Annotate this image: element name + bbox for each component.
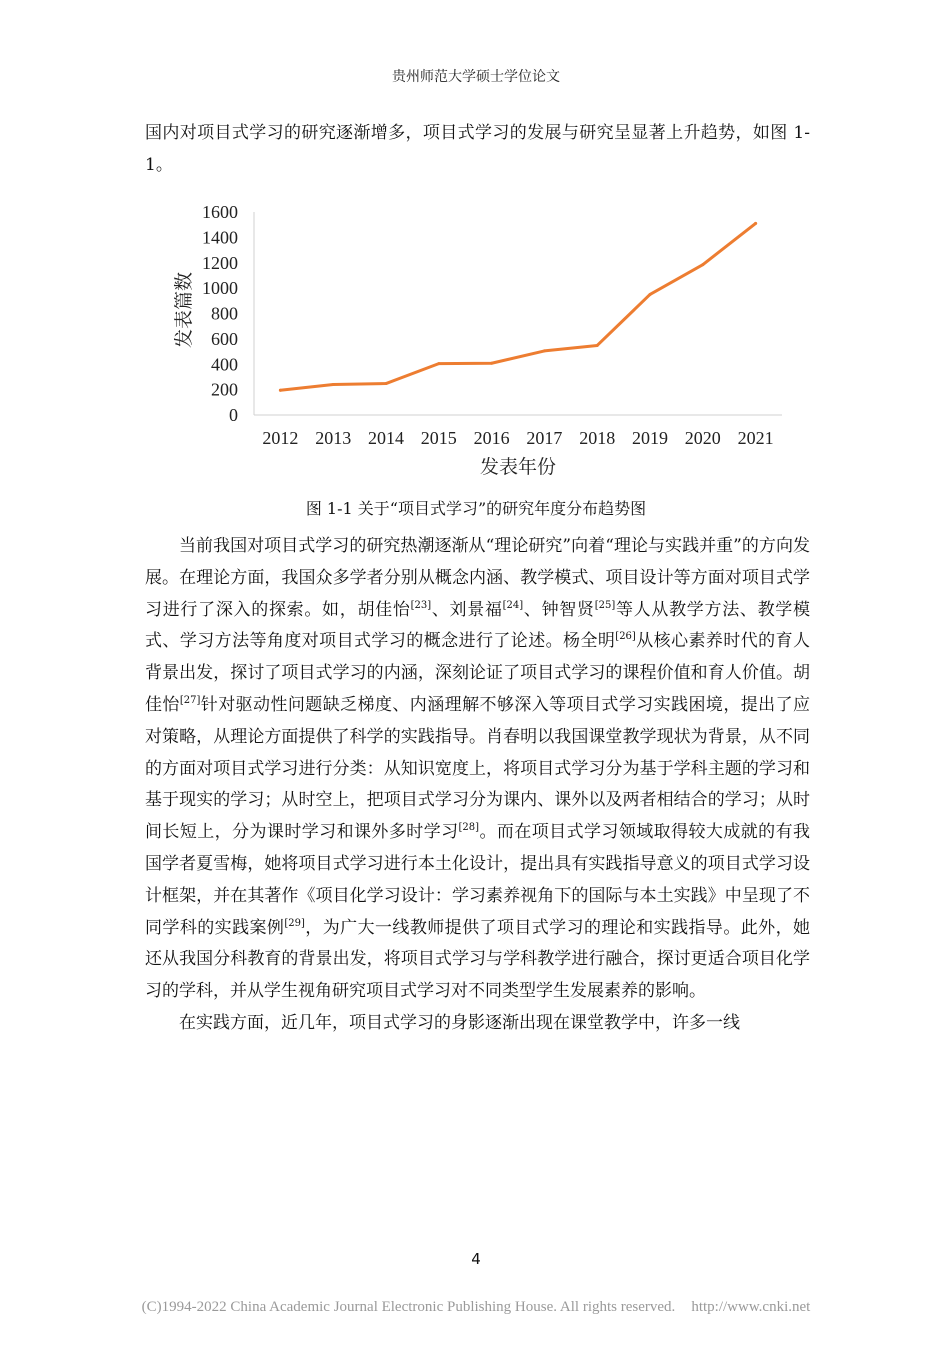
- data-point-2018: [596, 344, 599, 347]
- y-tick-label: 400: [211, 354, 238, 375]
- citation-23[interactable]: [23]: [410, 599, 432, 611]
- x-tick-label: 2020: [684, 428, 721, 448]
- series-line: [280, 223, 755, 390]
- text-run: 从核心素养时代的育人背景出发，探讨了项目式学习的内涵，深刻论证了项目式学习的课程价值和育人价值。胡佳怡: [145, 631, 811, 715]
- y-axis-title: 发表篇数: [174, 271, 195, 349]
- x-tick-label: 2013: [315, 428, 352, 448]
- data-points: [279, 222, 757, 392]
- text-run: 等人从教学方法、教学模式、学习方法等角度对项目式学习的概念进行了论述。杨全明: [145, 599, 811, 652]
- citation-28[interactable]: [28]: [458, 822, 480, 834]
- body-paragraphs: [145, 531, 810, 1040]
- paragraph-practice: 在实践方面，近几年，项目式学习的身影逐渐出现在课堂教学中，许多一线: [179, 1012, 740, 1033]
- x-tick-label: 2021: [737, 428, 774, 448]
- data-point-2017: [543, 349, 546, 352]
- data-point-2012: [279, 389, 282, 392]
- copyright-text: (C)1994-2022 China Academic Journal Electronic Publishing House. All rights reserved.: [141, 1299, 676, 1315]
- intro-text: 国内对项目式学习的研究逐渐增多，项目式学习的发展与研究呈显著上升趋势，如图 1-1。: [145, 123, 810, 175]
- y-tick-labels: [202, 202, 238, 425]
- text-run: 。而在项目式学习领域取得较大成就的有我国学者夏雪梅，她将项目式学习进行本土化设计，提出具有实践指导意义的项目式学习设计框架，并在其著作《项目化学习设计：学习素养视角下的国际与本土实践》中呈现了不同学科的实践案例: [145, 822, 811, 938]
- running-header: 贵州师范大学硕士学位论文: [392, 69, 560, 85]
- text-run: ，为广大一线教师提供了项目式学习的理论和实践指导。此外，她还从我国分科教育的背景出发，将项目式学习与学科教学进行融合，探讨更适合项目化学习的学科，并从学生视角研究项目式学习对不同类型学生发展素养的影响。: [145, 917, 811, 1002]
- y-tick-label: 1400: [202, 227, 238, 248]
- intro-paragraph: [145, 118, 810, 182]
- data-point-2020: [701, 263, 704, 266]
- data-point-2015: [437, 362, 440, 365]
- y-tick-label: 1200: [202, 252, 238, 273]
- citation-29[interactable]: [29]: [284, 917, 305, 929]
- y-tick-label: 0: [229, 405, 238, 425]
- data-point-2021: [754, 222, 757, 225]
- citation-25[interactable]: [25]: [594, 599, 616, 611]
- citation-27[interactable]: [27]: [179, 694, 201, 706]
- x-tick-labels: [262, 428, 773, 448]
- x-tick-label: 2019: [632, 428, 668, 448]
- data-point-2019: [649, 293, 652, 296]
- text-run: 、刘景福: [431, 599, 503, 620]
- y-tick-label: 200: [211, 379, 238, 400]
- data-point-2014: [385, 382, 388, 385]
- citation-26[interactable]: [26]: [615, 631, 636, 643]
- citation-24[interactable]: [24]: [502, 599, 524, 611]
- x-axis-title: 发表年份: [479, 457, 557, 478]
- data-point-2013: [332, 383, 335, 386]
- x-tick-label: 2016: [473, 428, 510, 448]
- y-tick-label: 1000: [202, 278, 238, 299]
- y-tick-label: 600: [211, 328, 238, 349]
- figure-caption: 图 1-1 关于“项目式学习”的研究年度分布趋势图: [305, 499, 647, 518]
- text-run: 针对驱动性问题缺乏梯度、内涵理解不够深入等项目式学习实践困境，提出了应对策略，从理论方面提供了科学的实践指导。肖春明以我国课堂教学现状为背景，从不同的方面对项目式学习进行分类：从知识宽度上，将项目式学习分为基于学科主题的学习和基于现实的学习；从时空上，把项目式学习分为课内、课外以及两者相结合的学习；从时间长短上，分为课时学习和课外多时学习: [145, 694, 811, 843]
- y-tick-label: 800: [211, 303, 238, 324]
- text-run: 当前我国对项目式学习的研究热潮逐渐从“理论研究”向着“理论与实践并重”的方向发展。在理论方面，我国众多学者分别从概念内涵、教学模式、项目设计等方面对项目式学习进行了深入的探索。如，胡佳怡: [145, 536, 810, 620]
- x-tick-label: 2017: [526, 428, 563, 448]
- y-tick-label: 1600: [202, 202, 238, 222]
- paragraph-theory: [145, 531, 810, 1008]
- text-run: 、钟智贤: [523, 599, 595, 620]
- page-number: 4: [471, 1250, 481, 1268]
- copyright-footer: [0, 1299, 952, 1316]
- line-chart: [150, 198, 800, 488]
- x-tick-label: 2015: [420, 428, 457, 448]
- x-tick-label: 2012: [262, 428, 299, 448]
- x-tick-label: 2018: [579, 428, 616, 448]
- footer-url[interactable]: http://www.cnki.net: [691, 1299, 811, 1315]
- data-point-2016: [490, 362, 493, 365]
- x-tick-label: 2014: [368, 428, 404, 448]
